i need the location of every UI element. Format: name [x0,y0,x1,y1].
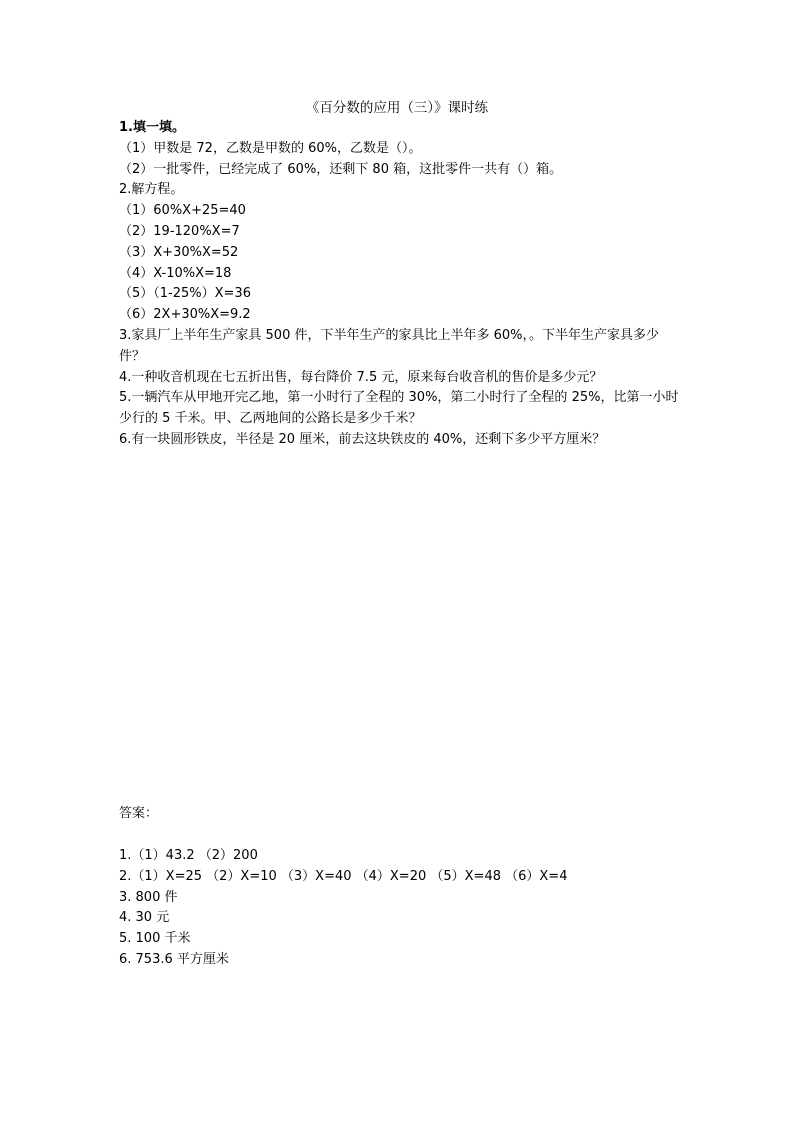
document-title: 《百分数的应用（三）》课时练 [305,100,489,116]
question-heading-1: 1.填一填。 [119,120,185,135]
question-3: 3.家具厂上半年生产家具 500 件，下半年生产的家具比上半年多 60%，。下半年生产家具多少件？ [119,327,660,364]
answers-label: 答案： [119,806,159,821]
answer-5: 5. 100 千米 [119,931,191,947]
equation-5: （5）（1-25%）X=36 [119,286,251,302]
equation-3: （3）X+30%X=52 [119,244,239,260]
question-5: 5.一辆汽车从甲地开完乙地，第一小时行了全程的 30%，第二小时行了全程的 25%，比第一小时少行的 5 千米。甲、乙两地间的公路长是多少千米？ [119,390,679,427]
equation-4: （4）X-10%X=18 [119,265,232,281]
question-6: 6.有一块圆形铁皮，半径是 20 厘米，前去这块铁皮的 40%，还剩下多少平方厘米？ [119,431,606,447]
question-1-1: （1）甲数是 72，乙数是甲数的 60%，乙数是（）。 [119,140,422,156]
answer-1: 1.（1）43.2 （2）200 [119,848,258,863]
answers-section [119,846,684,971]
answer-6: 6. 753.6 平方厘米 [119,951,229,967]
question-4: 4.一种收音机现在七五折出售，每台降价 7.5 元，原来每台收音机的售价是多少元？ [119,369,603,385]
answer-3: 3. 800 件 [119,889,178,905]
answer-4: 4. 30 元 [119,910,170,926]
equation-2: （2）19-120%X=7 [119,223,240,239]
questions-section [119,118,684,451]
equation-1: （1）60%X+25=40 [119,203,246,219]
question-1-2: （2）一批零件，已经完成了 60%，还剩下 80 箱，这批零件一共有（）箱。 [119,161,563,177]
equation-6: （6）2X+30%X=9.2 [119,307,251,323]
answer-2: 2.（1）X=25 （2）X=10 （3）X=40 （4）X=20 （5）X=48 （6）X=4 [119,868,568,884]
question-heading-2: 2.解方程。 [119,182,184,198]
